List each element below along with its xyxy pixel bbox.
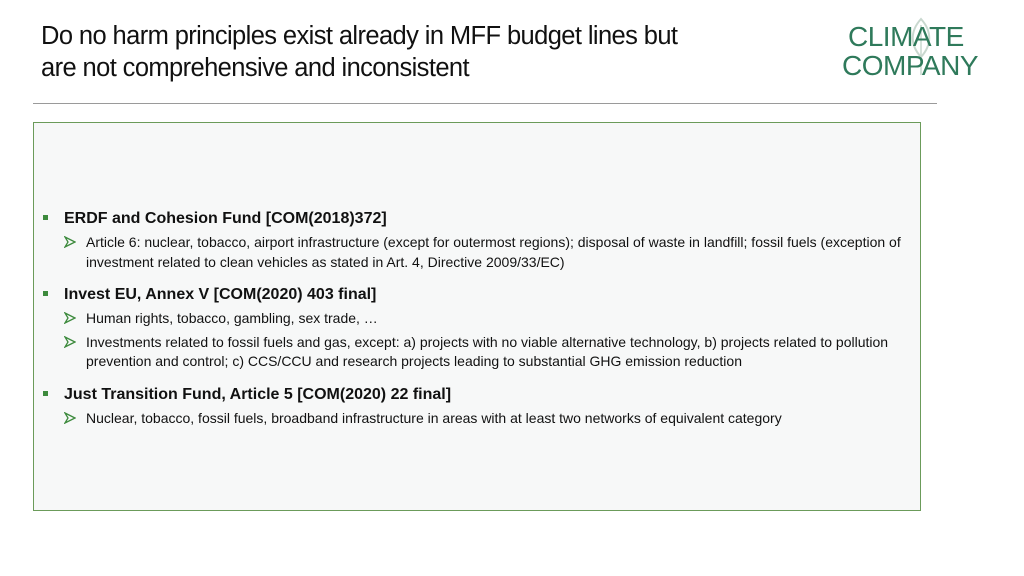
section-erdf — [42, 209, 912, 272]
title-line-2: are not comprehensive and inconsistent — [41, 54, 469, 82]
arrow-bullet-icon — [64, 236, 76, 248]
arrow-bullet-icon — [64, 312, 76, 324]
section-heading: ERDF and Cohesion Fund [COM(2018)372] — [42, 209, 912, 229]
logo-text-line-1: CLIMATE — [848, 21, 964, 52]
section-heading: Invest EU, Annex V [COM(2020) 403 final] — [42, 285, 912, 305]
list-item: Investments related to fossil fuels and gas, except: a) projects with no viable alternative technology, b) projects related to pollution prevention and control; c) CCS/CCU and research projects leading to substantial GHG emission reduction — [42, 333, 912, 372]
title-line-1: Do no harm principles exist already in MFF budget lines but — [41, 22, 678, 50]
section-heading: Just Transition Fund, Article 5 [COM(2020) 22 final] — [42, 385, 912, 405]
list-item: Article 6: nuclear, tobacco, airport infrastructure (except for outermost regions); disposal of waste in landfill; fossil fuels (exception of investment related to clean vehicles as stated in Art. 4, Directive 2009/33/EC) — [42, 233, 912, 272]
title-divider — [33, 103, 937, 104]
climate-company-logo — [842, 17, 1000, 83]
section-invest-eu — [42, 285, 912, 372]
square-bullet-icon — [43, 215, 48, 220]
arrow-bullet-icon — [64, 412, 76, 424]
square-bullet-icon — [43, 391, 48, 396]
list-item: Nuclear, tobacco, fossil fuels, broadband infrastructure in areas with at least two networks of equivalent category — [42, 409, 912, 429]
section-just-transition-fund — [42, 385, 912, 429]
slide-title — [41, 20, 801, 84]
square-bullet-icon — [43, 291, 48, 296]
arrow-bullet-icon — [64, 336, 76, 348]
logo-text-line-2: COMPANY — [842, 50, 978, 81]
content-panel — [33, 122, 921, 511]
list-item: Human rights, tobacco, gambling, sex trade, … — [42, 309, 912, 329]
